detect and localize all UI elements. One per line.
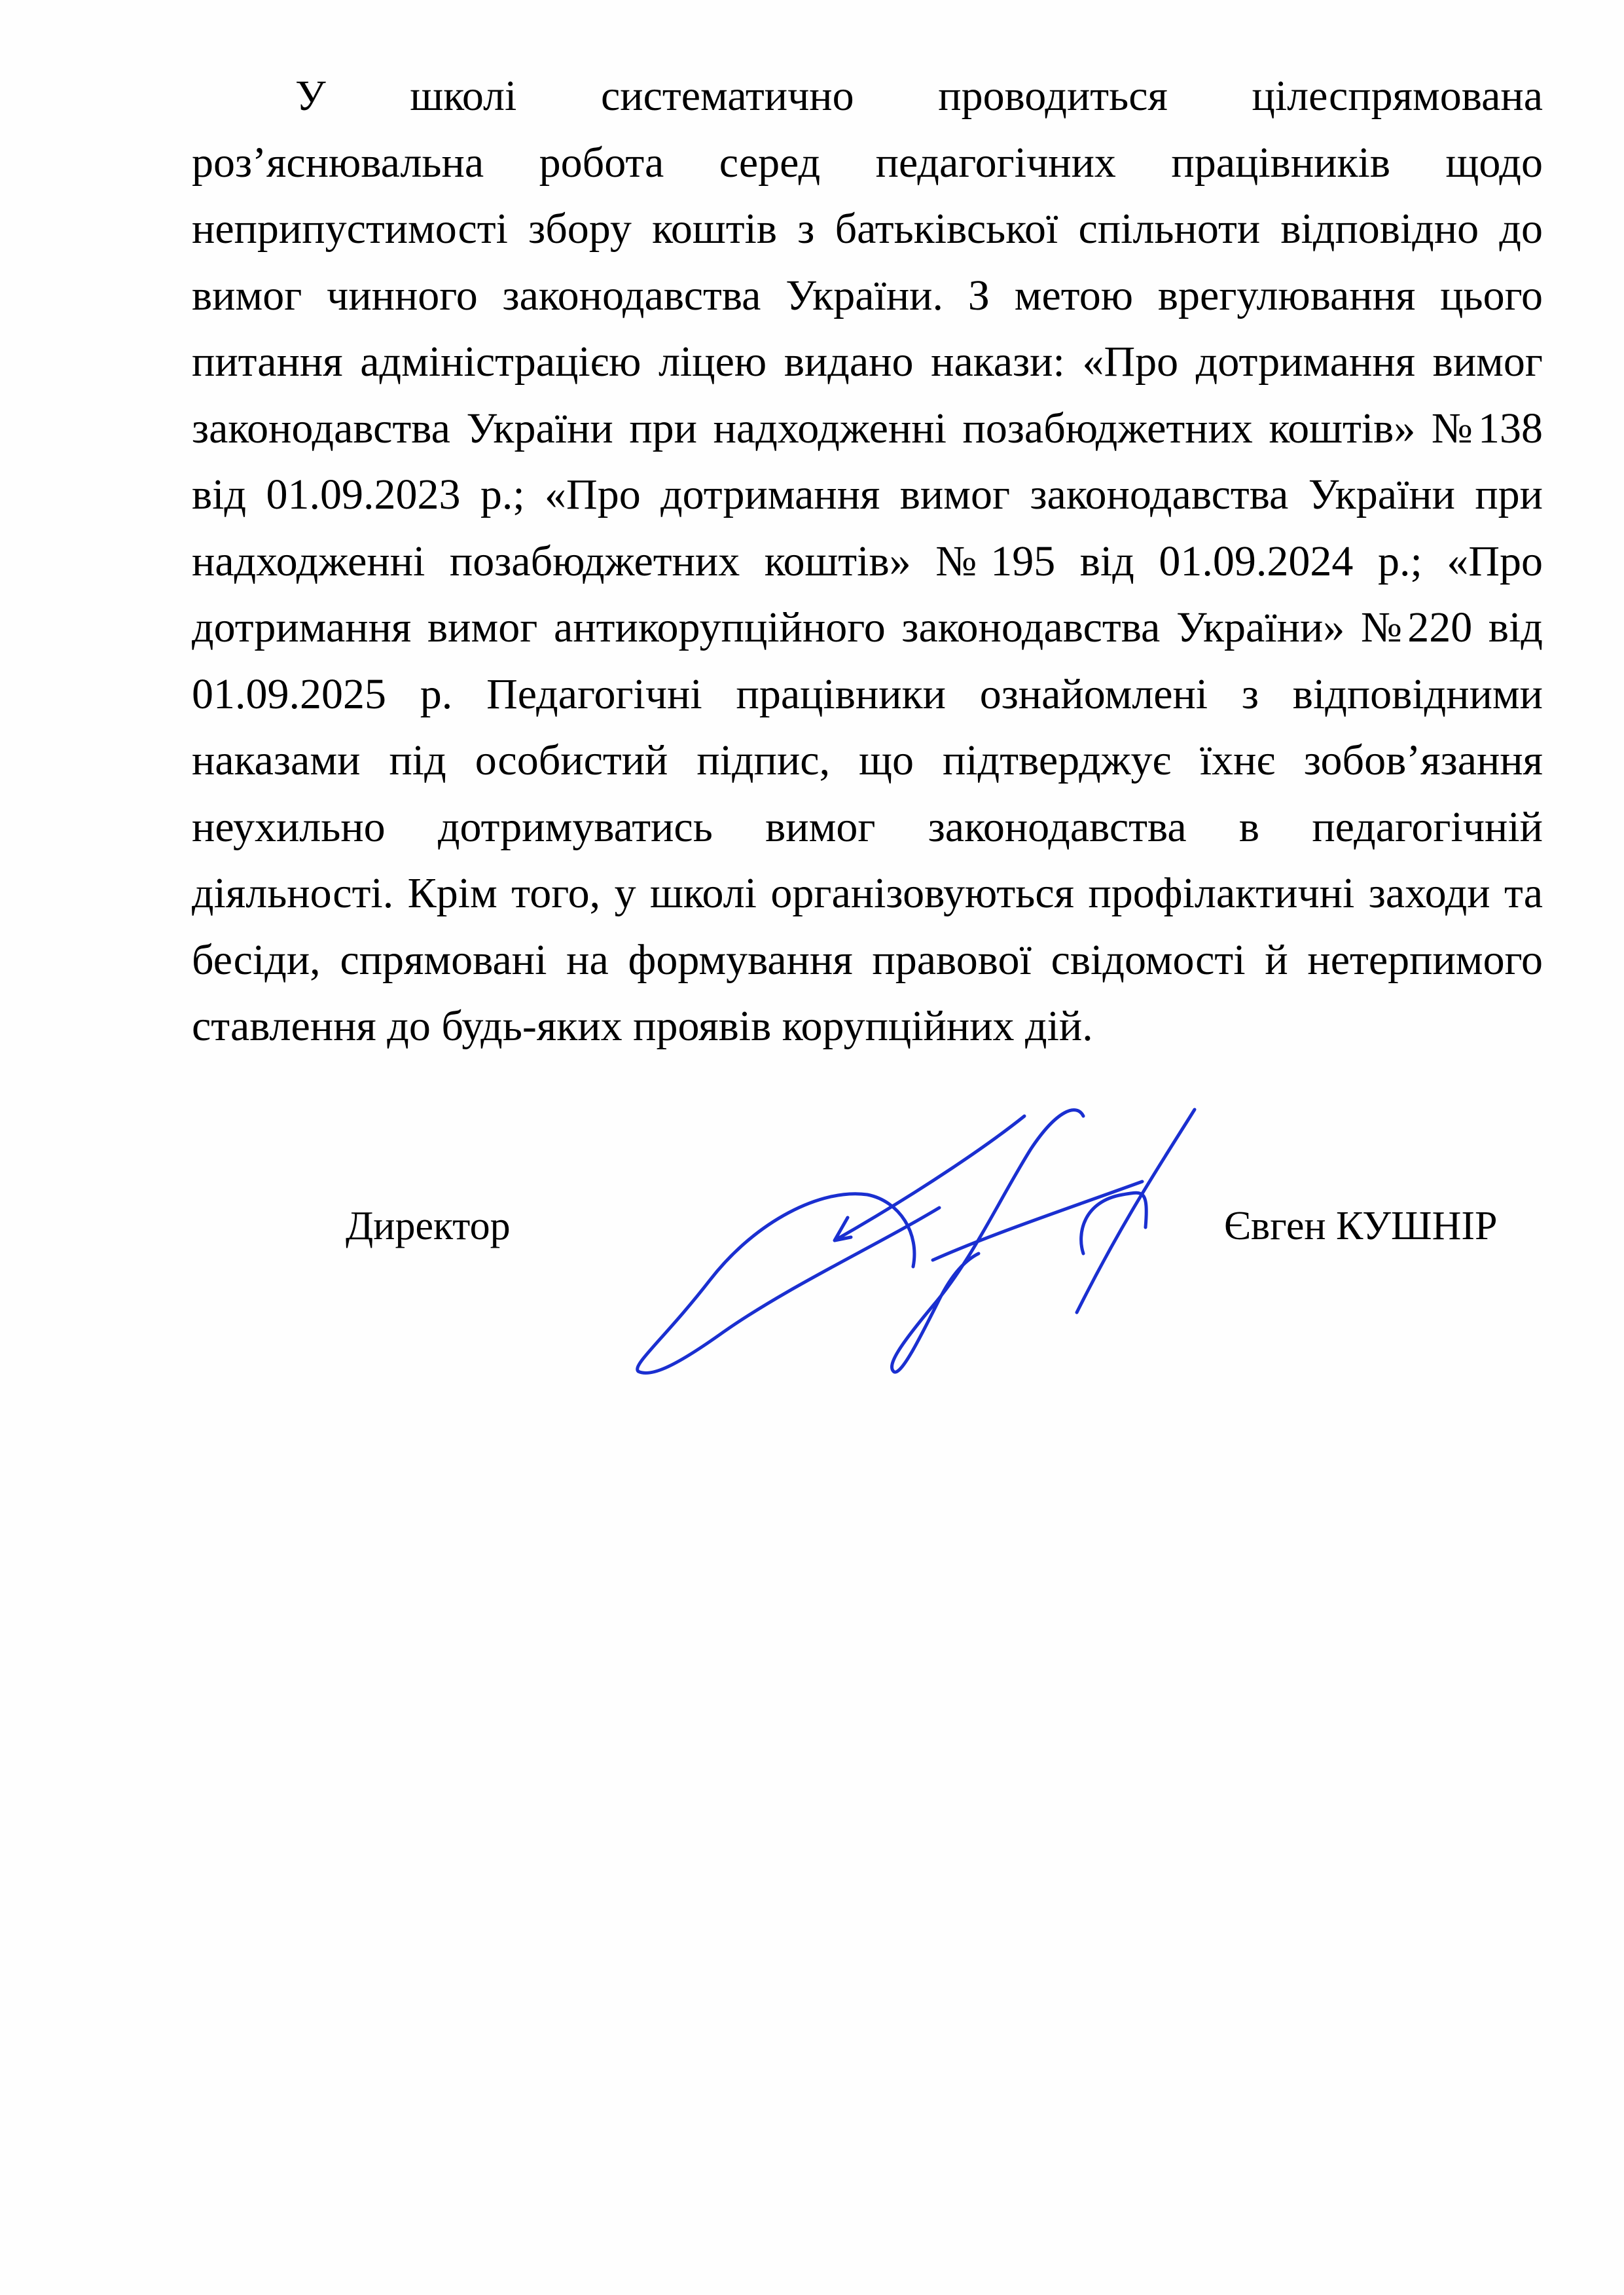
signer-position: Директор xyxy=(346,1204,511,1248)
signature-stroke-loop xyxy=(638,1194,939,1373)
signature-stroke-tail xyxy=(892,1110,1084,1372)
signature-stroke-arrow xyxy=(835,1116,1024,1240)
body-paragraph: У школі систематично проводиться цілеспрямована роз’яснювальна робота серед педагогічних працівників щодо неприпустимості збору коштів з батьківської спільноти відповідно до вимог чинного законодавства України. З метою врегулювання цього питання адміністрацією ліцею видано накази: «Про дотримання вимог законодавства України при надходженні позабюджетних коштів» №138 від 01.09.2023 р.; «Про дотримання вимог законодавства України при надходженні позабюджетних коштів» №195 від 01.09.2024 р.; «Про дотримання вимог антикорупційного законодавства України» №220 від 01.09.2025 р. Педагогічні працівники ознайомлені з відповідними наказами під особистий підпис, що підтверджує їхнє зобов’язання неухильно дотримуватись вимог законодавства в педагогічній діяльності. Крім того, у школі організовуються профілактичні заходи та бесіди, спрямовані на формування правової свідомості й нетерпимого ставлення до будь-яких проявів корупційних дій. xyxy=(192,72,1543,1050)
signature-strokes xyxy=(638,1110,1195,1373)
signature-stroke-right xyxy=(1077,1110,1195,1312)
signer-name: Євген КУШНІР xyxy=(1224,1204,1498,1248)
handwritten-signature xyxy=(625,1090,1214,1378)
